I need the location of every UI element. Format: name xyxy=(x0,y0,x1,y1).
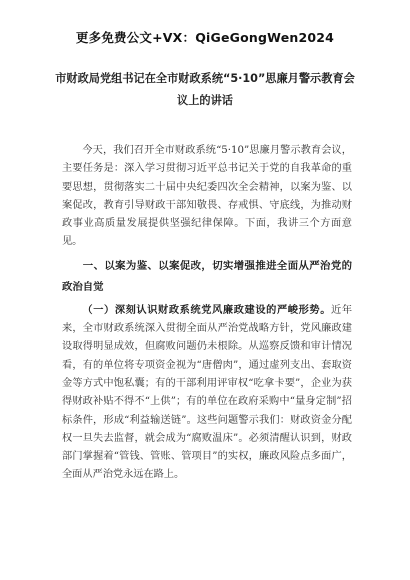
subsection-paragraph xyxy=(62,302,352,485)
promo-header: 更多免费公文+VX：QiGeGongWen2024 xyxy=(75,30,335,45)
subsection-body-text: 近年来，全市财政系统深入贯彻全面从严治党战略方针，党风廉政建设取得明显成效，但腐败问题仍未根除。从巡察反馈和审计情况看，有的单位将专项资金视为“唐僧肉”，通过虚列支出、套取资金等方式中饱私囊；有的干部利用评审权“吃拿卡要”，企业为获得财政补贴不得不“上供”；有的单位在政府采购中“量身定制”招标条件，形成“利益输送链”。这些问题警示我们：财政资金分配权一旦失去监督，就会成为“腐败温床”。必须清醒认识到，财政部门掌握着“管钱、管账、管项目”的实权，廉政风险点多面广，全面从严治党永远在路上。 xyxy=(62,304,353,481)
section-heading-1: 一、以案为鉴、以案促改，切实增强推进全面从严治党的政治自觉 xyxy=(62,259,352,293)
opening-paragraph: 今天，我们召开全市财政系统“5·10”思廉月警示教育会议，主要任务是：深入学习贯彻习近平总书记关于党的自我革命的重要思想，贯彻落实二十届中央纪委四次全会精神，以案为鉴、以案促改，教育引导财政干部知敬畏、存戒惧、守底线，为推动财政事业高质量发展提供坚强纪律保障。下面，我讲三个方面意见。 xyxy=(62,145,352,248)
subsection-heading-1: （一）深刻认识财政系统党风廉政建设的严峻形势。 xyxy=(82,304,332,316)
document-body xyxy=(62,142,352,485)
document-title: 市财政局党组书记在全市财政系统“5·10”思廉月警示教育会议上的讲话 xyxy=(55,72,355,107)
